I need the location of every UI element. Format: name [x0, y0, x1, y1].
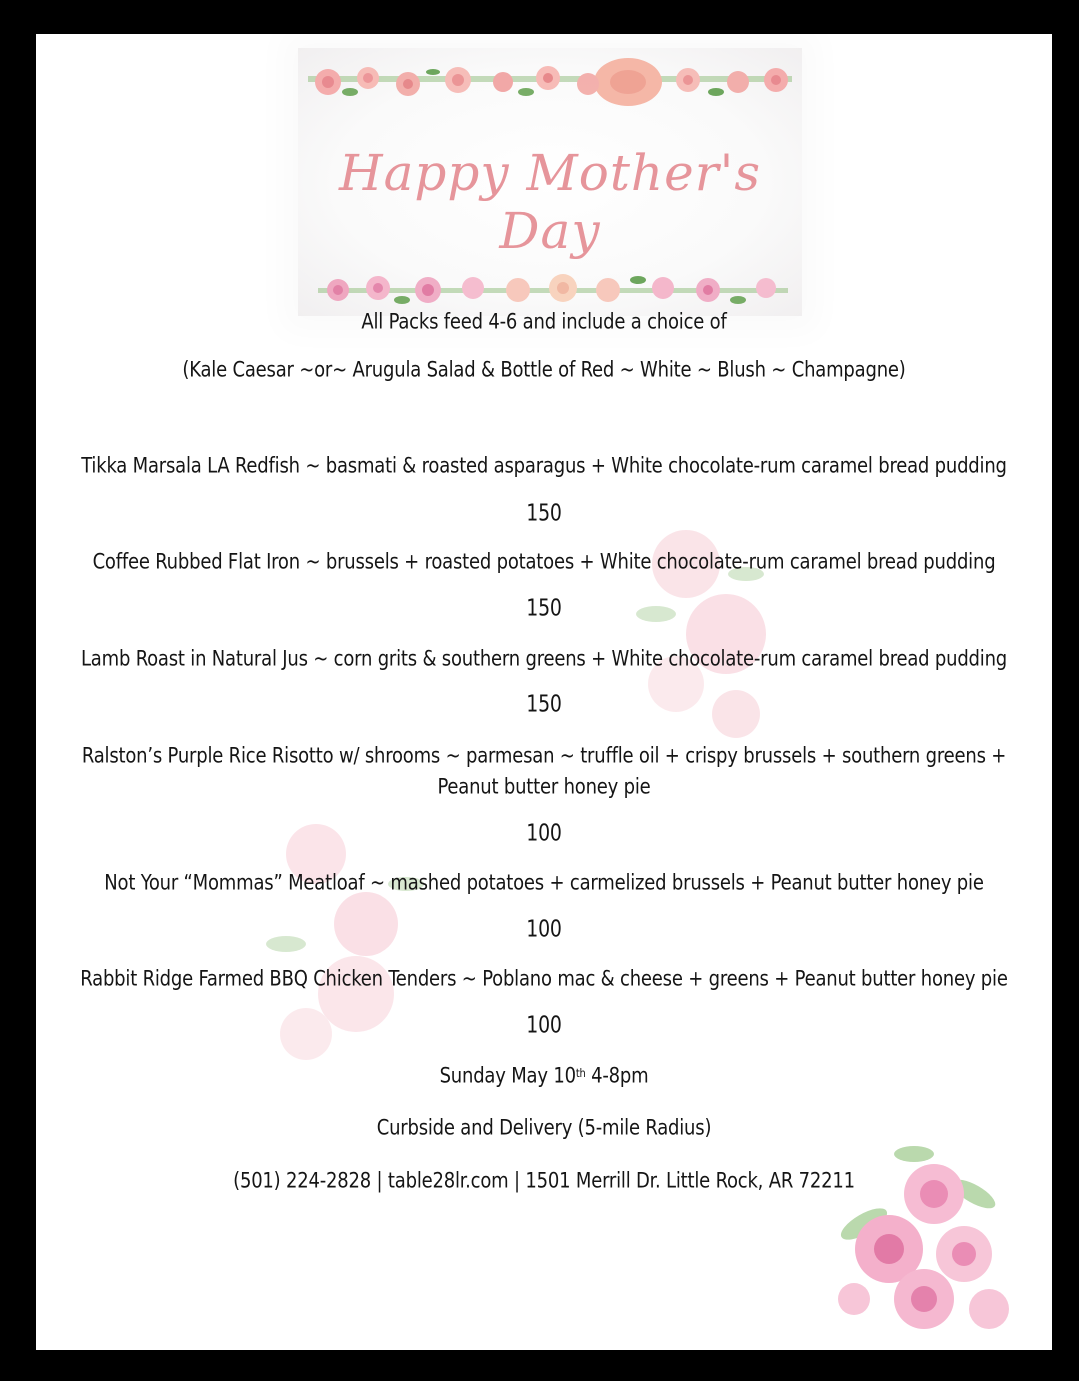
header-banner: [298, 48, 802, 316]
intro-line-1: All Packs feed 4-6 and include a choice of: [361, 308, 727, 334]
menu-item-risotto-line-1: Ralston’s Purple Rice Risotto w/ shrooms ~ parmesan ~ truffle oil + crispy brussels + southern greens +: [81, 742, 1007, 768]
menu-item-flat-iron-price: 150: [526, 595, 562, 621]
happy-mothers-day-title: Happy Mother's Day: [338, 144, 762, 260]
flower-garland-top: [298, 52, 802, 112]
menu-item-lamb-roast: Lamb Roast in Natural Jus ~ corn grits & southern greens + White chocolate-rum caramel bread pudding: [80, 645, 1008, 671]
menu-item-lamb-roast-price: 150: [526, 691, 562, 717]
menu-flyer: [36, 34, 1052, 1350]
pink-bouquet: [804, 1124, 1024, 1344]
menu-item-redfish: Tikka Marsala LA Redfish ~ basmati & roasted asparagus + White chocolate-rum caramel bread pudding: [81, 452, 1007, 478]
intro-line-2: (Kale Caesar ~or~ Arugula Salad & Bottle of Red ~ White ~ Blush ~ Champagne): [182, 356, 906, 382]
event-date: [36, 1059, 1052, 1092]
event-date-suffix: th: [575, 1066, 586, 1081]
menu-item-redfish-price: 150: [526, 500, 562, 526]
event-date-main: Sunday May 10: [439, 1062, 576, 1088]
menu-item-risotto-price: 100: [526, 820, 562, 846]
menu-item-flat-iron: Coffee Rubbed Flat Iron ~ brussels + roasted potatoes + White chocolate-rum caramel bread pudding: [92, 548, 996, 574]
menu-item-chicken-tenders: Rabbit Ridge Farmed BBQ Chicken Tenders ~ Poblano mac & cheese + greens + Peanut butter honey pie: [80, 965, 1008, 991]
service-info: Curbside and Delivery (5-mile Radius): [376, 1114, 712, 1140]
menu-item-risotto-line-2: Peanut butter honey pie: [437, 773, 651, 799]
menu-item-meatloaf: Not Your “Mommas” Meatloaf ~ mashed potatoes + carmelized brussels + Peanut butter honey pie: [104, 869, 984, 895]
menu-item-chicken-tenders-price: 100: [526, 1012, 562, 1038]
event-time: 4-8pm: [585, 1062, 649, 1088]
menu-item-meatloaf-price: 100: [526, 916, 562, 942]
contact-info: (501) 224-2828 | table28lr.com | 1501 Merrill Dr. Little Rock, AR 72211: [233, 1167, 855, 1193]
